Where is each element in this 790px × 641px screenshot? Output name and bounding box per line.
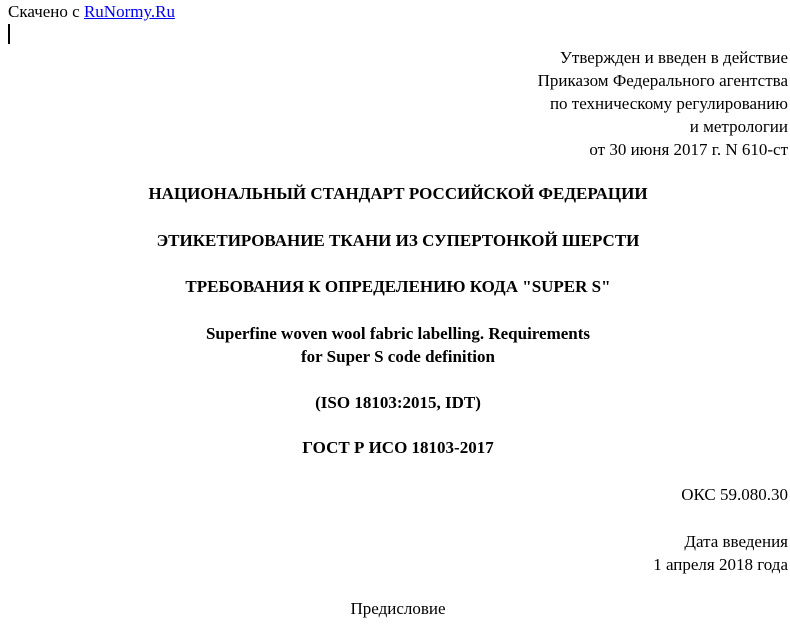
approval-line: от 30 июня 2017 г. N 610-ст (589, 140, 788, 159)
gost-designation: ГОСТ Р ИСО 18103-2017 (302, 438, 494, 457)
introduction-date-label: Дата введения (684, 532, 788, 551)
okc-code: ОКС 59.080.30 (681, 485, 788, 504)
introduction-date: 1 апреля 2018 года (653, 555, 788, 574)
standard-title: НАЦИОНАЛЬНЫЙ СТАНДАРТ РОССИЙСКОЙ ФЕДЕРАЦИИ (148, 184, 648, 203)
english-title-line: Superfine woven wool fabric labelling. Requirements (205, 324, 591, 343)
source-link[interactable]: RuNormy.Ru (83, 2, 175, 21)
approval-block (538, 46, 788, 161)
english-title (0, 322, 790, 368)
approval-line: Приказом Федерального агентства (537, 71, 788, 90)
iso-reference: (ISO 18103:2015, IDT) (315, 393, 481, 412)
approval-line: Утвержден и введен в действие (559, 48, 788, 67)
english-title-line: for Super S code definition (301, 347, 495, 366)
approval-line: по техническому регулированию (549, 94, 788, 113)
approval-line: и метрологии (689, 117, 788, 136)
foreword-heading: Предисловие (350, 599, 446, 618)
source-prefix: Скачено с (8, 2, 80, 21)
requirements-title: ТРЕБОВАНИЯ К ОПРЕДЕЛЕНИЮ КОДА "SUPER S" (185, 277, 611, 296)
text-caret (8, 24, 10, 44)
source-line (8, 1, 175, 22)
subject-title: ЭТИКЕТИРОВАНИЕ ТКАНИ ИЗ СУПЕРТОНКОЙ ШЕРСТИ (156, 231, 640, 250)
introduction-date-block (653, 530, 788, 576)
